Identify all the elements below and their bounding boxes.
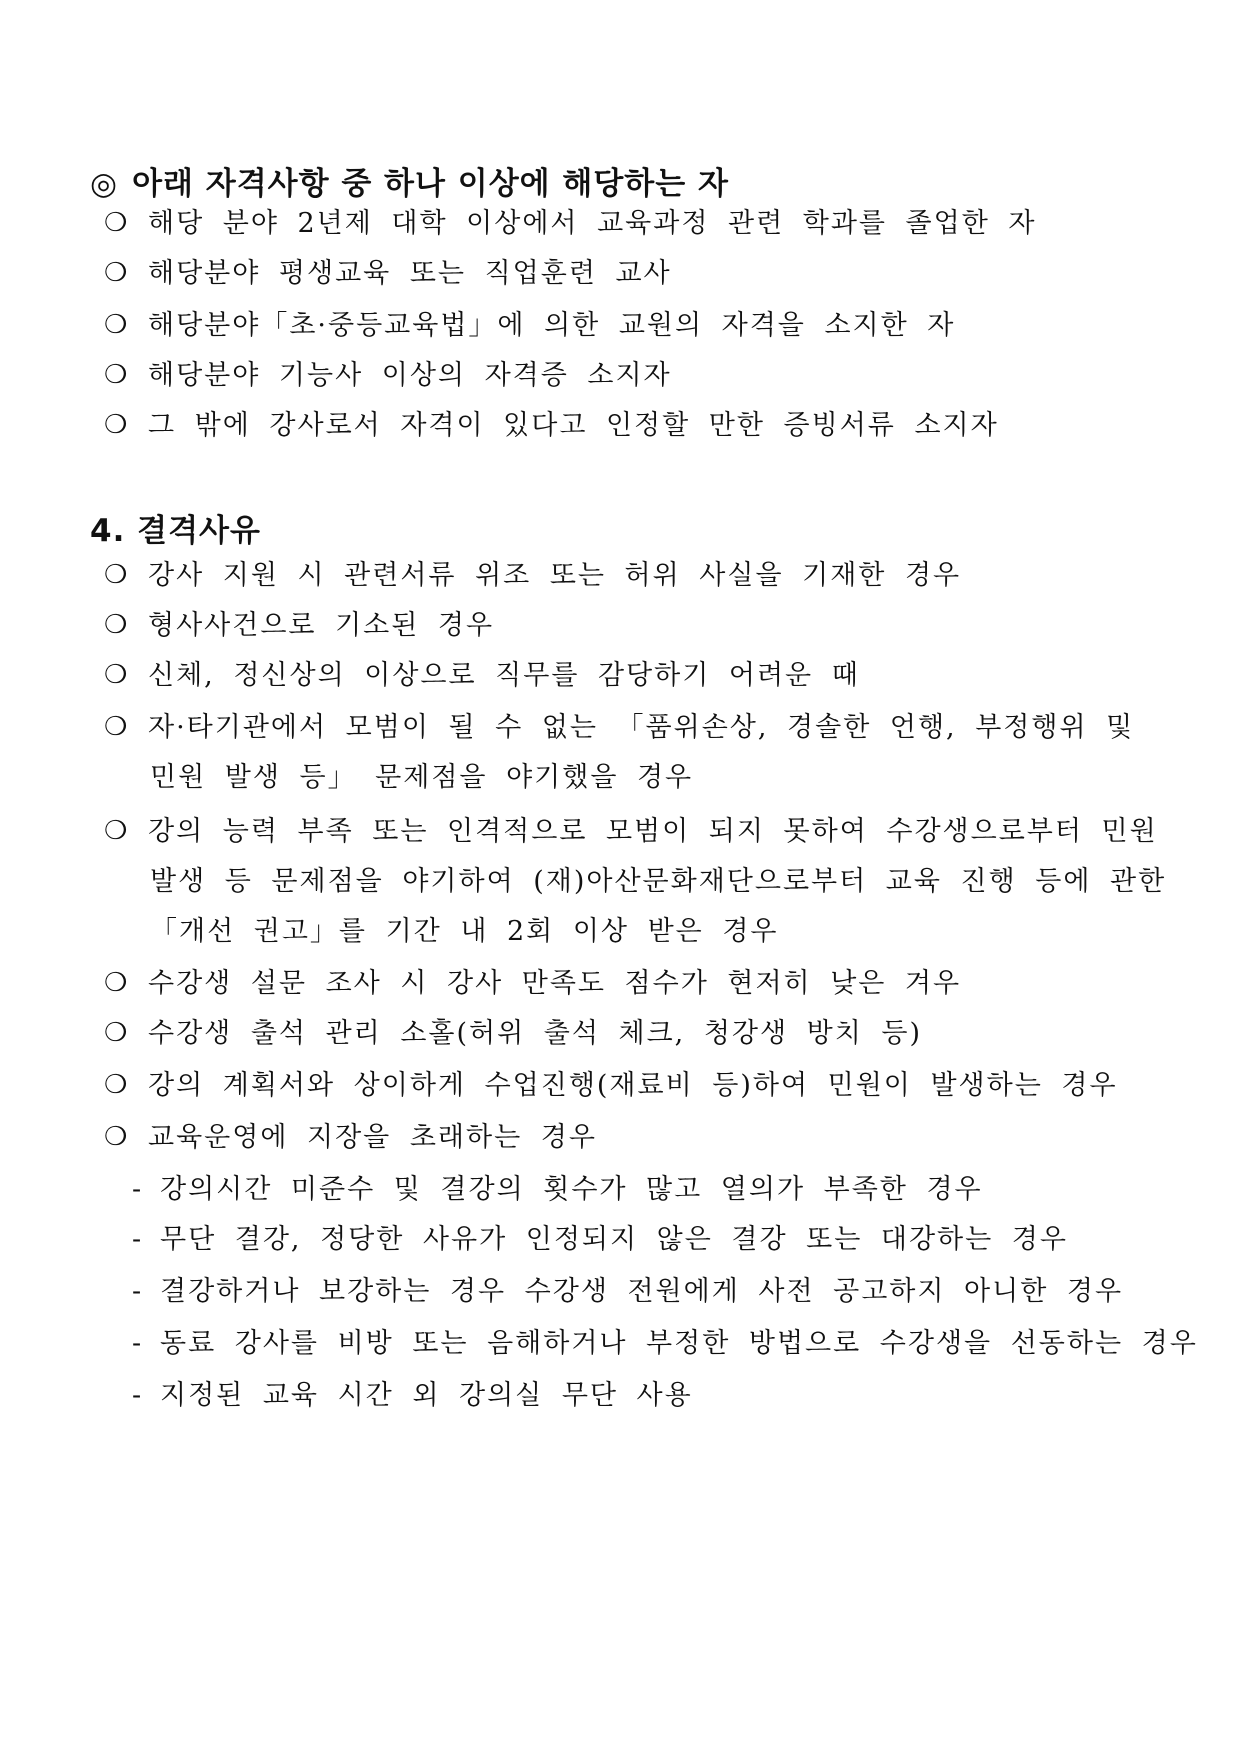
disqualification-heading-text: 4. 결격사유 <box>90 513 261 549</box>
disqualification-item-text: 신체, 정신상의 이상으로 직무를 감당하기 어려운 때 <box>148 660 860 691</box>
circle-bullet-icon: ❍ <box>104 610 130 640</box>
circle-bullet-icon: ❍ <box>104 208 130 238</box>
double-circle-icon: ◎ <box>90 166 119 202</box>
disqualification-item-text: 강의 능력 부족 또는 인격적으로 모범이 되지 못하여 수강생으로부터 민원 <box>148 816 1158 847</box>
disqualification-heading <box>90 505 261 550</box>
circle-bullet-icon: ❍ <box>104 560 130 590</box>
circle-bullet-icon: ❍ <box>104 712 130 742</box>
disqualification-item-text: 수강생 출석 관리 소홀(허위 출석 체크, 청강생 방치 등) <box>148 1018 923 1049</box>
disqualification-item-text: 발생 등 문제점을 야기하여 (재)아산문화재단으로부터 교육 진행 등에 관한 <box>150 866 1167 897</box>
circle-bullet-icon: ❍ <box>104 310 130 340</box>
circle-bullet-icon: ❍ <box>104 1018 130 1048</box>
circle-bullet-icon: ❍ <box>104 1070 130 1100</box>
disqualification-sub-item-text: 강의시간 미준수 및 결강의 횟수가 많고 열의가 부족한 경우 <box>160 1174 983 1205</box>
disqualification-sub-item-text: 결강하거나 보강하는 경우 수강생 전원에게 사전 공고하지 아니한 경우 <box>160 1276 1124 1307</box>
qualification-item-text: 해당분야 기능사 이상의 자격증 소지자 <box>148 360 672 391</box>
qualification-heading-text: 아래 자격사항 중 하나 이상에 해당하는 자 <box>132 166 729 202</box>
circle-bullet-icon: ❍ <box>104 258 130 288</box>
dash-bullet: - <box>132 1174 144 1205</box>
circle-bullet-icon: ❍ <box>104 660 130 690</box>
disqualification-item-text: 교육운영에 지장을 초래하는 경우 <box>148 1122 597 1153</box>
disqualification-item-text: 자·타기관에서 모범이 될 수 없는 「품위손상, 경솔한 언행, 부정행위 및 <box>148 712 1135 743</box>
disqualification-item-text: 형사사건으로 기소된 경우 <box>148 610 495 641</box>
circle-bullet-icon: ❍ <box>104 968 130 998</box>
dash-bullet: - <box>132 1224 144 1255</box>
disqualification-item-text: 강사 지원 시 관련서류 위조 또는 허위 사실을 기재한 경우 <box>148 560 962 591</box>
disqualification-sub-item-text: 동료 강사를 비방 또는 음해하거나 부정한 방법으로 수강생을 선동하는 경우 <box>160 1328 1198 1359</box>
qualification-item-text: 해당분야「초·중등교육법」에 의한 교원의 자격을 소지한 자 <box>148 310 956 341</box>
disqualification-item-text: 「개선 권고」를 기간 내 2회 이상 받은 경우 <box>150 916 779 947</box>
qualification-item-text: 해당분야 평생교육 또는 직업훈련 교사 <box>148 258 672 289</box>
dash-bullet: - <box>132 1276 144 1307</box>
disqualification-item-text: 강의 계획서와 상이하게 수업진행(재료비 등)하여 민원이 발생하는 경우 <box>148 1070 1118 1101</box>
disqualification-sub-item-text: 지정된 교육 시간 외 강의실 무단 사용 <box>160 1380 693 1411</box>
qualification-item-text: 해당 분야 2년제 대학 이상에서 교육과정 관련 학과를 졸업한 자 <box>148 208 1037 239</box>
disqualification-item-text: 민원 발생 등」 문제점을 야기했을 경우 <box>150 762 694 793</box>
qualification-heading <box>90 158 729 203</box>
dash-bullet: - <box>132 1328 144 1359</box>
circle-bullet-icon: ❍ <box>104 1122 130 1152</box>
disqualification-item-text: 수강생 설문 조사 시 강사 만족도 점수가 현저히 낮은 겨우 <box>148 968 962 999</box>
qualification-item-text: 그 밖에 강사로서 자격이 있다고 인정할 만한 증빙서류 소지자 <box>148 410 999 441</box>
circle-bullet-icon: ❍ <box>104 410 130 440</box>
circle-bullet-icon: ❍ <box>104 360 130 390</box>
dash-bullet: - <box>132 1380 144 1411</box>
disqualification-sub-item-text: 무단 결강, 정당한 사유가 인정되지 않은 결강 또는 대강하는 경우 <box>160 1224 1068 1255</box>
circle-bullet-icon: ❍ <box>104 816 130 846</box>
